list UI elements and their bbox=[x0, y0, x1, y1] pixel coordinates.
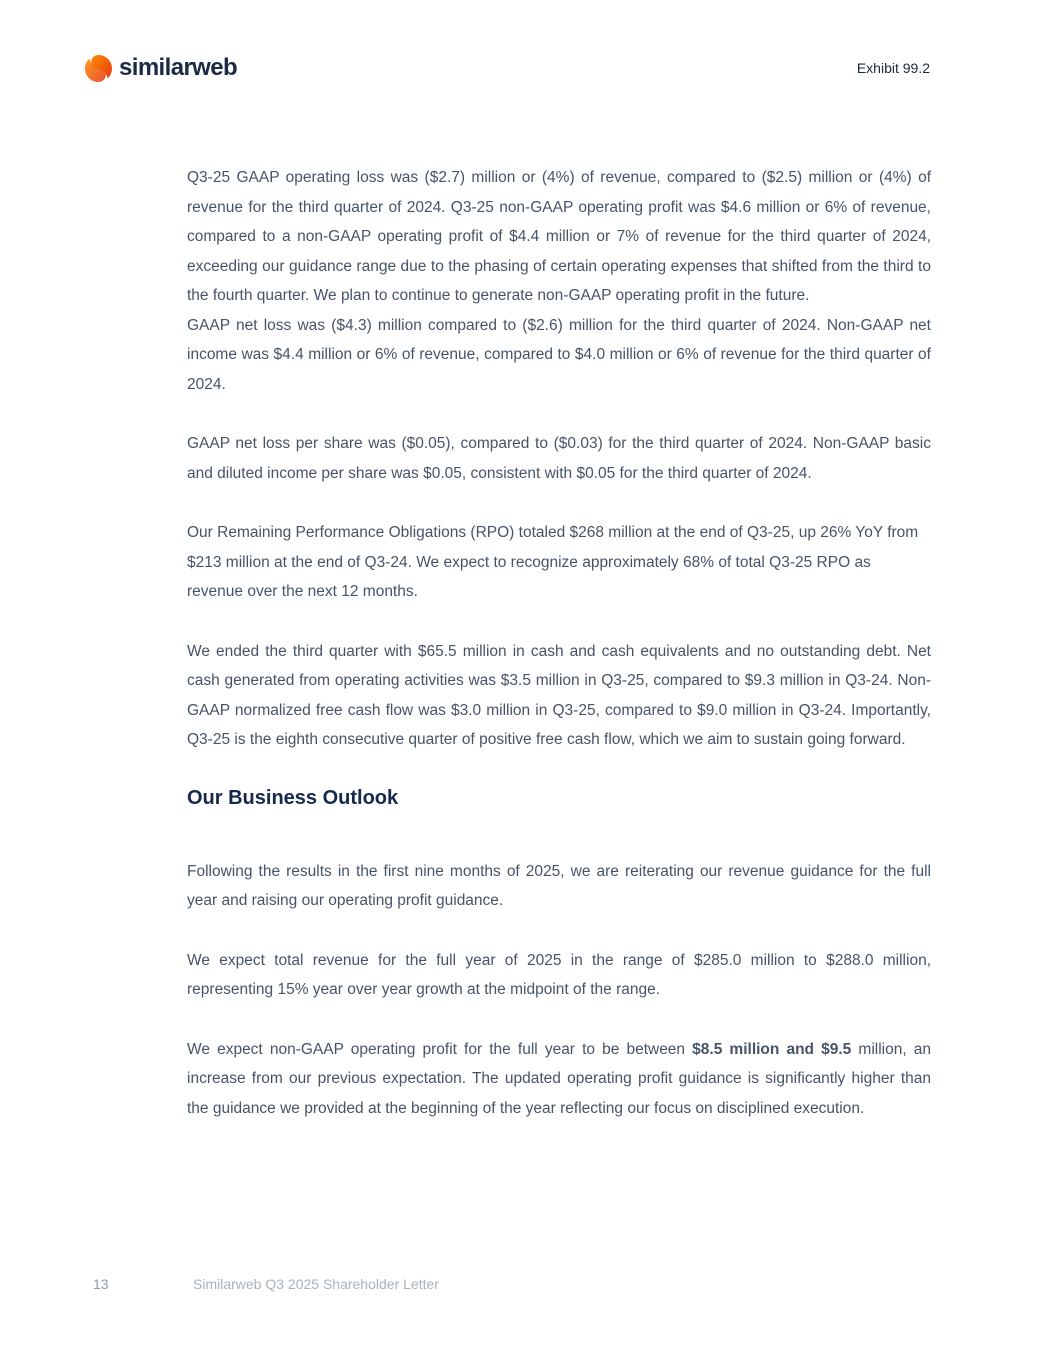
page-number: 13 bbox=[93, 1276, 109, 1292]
similarweb-logo-icon bbox=[85, 55, 112, 82]
similarweb-logo-text: similarweb bbox=[119, 54, 238, 81]
paragraph-operating-profit-guidance bbox=[187, 1035, 931, 1124]
footer-document-title: Similarweb Q3 2025 Shareholder Letter bbox=[193, 1276, 439, 1292]
paragraph-operating-results: Q3-25 GAAP operating loss was ($2.7) million or (4%) of revenue, compared to ($2.5) million or (4%) of revenue for the third quarter of 2024. Q3-25 non-GAAP operating profit was $4.6 million or 6% of revenue, compared to a non-GAAP operating profit of $4.4 million or 7% of revenue for the third quarter of 2024, exceeding our guidance range due to the phasing of certain operating expenses that shifted from the third to the fourth quarter. We plan to continue to generate non-GAAP operating profit in the future. bbox=[187, 169, 931, 304]
paragraph-cash: We ended the third quarter with $65.5 million in cash and cash equivalents and no outstanding debt. Net cash generated from operating activities was $3.5 million in Q3-25, compared to $9.3 million in Q3-24. Non-GAAP normalized free cash flow was $3.0 million in Q3-25, compared to $9.0 million in Q3-24. Importantly, Q3-25 is the eighth consecutive quarter of positive free cash flow, which we aim to sustain going forward. bbox=[187, 642, 931, 748]
guidance-range-bold: $8.5 million and $9.5 bbox=[692, 1040, 852, 1058]
letter-body bbox=[187, 163, 931, 1153]
paragraph-net-loss: GAAP net loss was ($4.3) million compared to ($2.6) million for the third quarter of 2024. Non-GAAP net income was $4.4 million or 6% of revenue, compared to $4.0 million or 6% of revenue for the third quarter of 2024. bbox=[187, 316, 931, 393]
page-header bbox=[85, 54, 930, 82]
paragraph-outlook-intro: Following the results in the first nine months of 2025, we are reiterating our revenue guidance for the full year and raising our operating profit guidance. bbox=[187, 862, 931, 909]
page-footer bbox=[0, 1276, 1055, 1300]
guidance-text-before: We expect non-GAAP operating profit for the full year to be between bbox=[187, 1040, 693, 1058]
paragraph-per-share: GAAP net loss per share was ($0.05), compared to ($0.03) for the third quarter of 2024. Non-GAAP basic and diluted income per share was $0.05, consistent with $0.05 for the third quarter of 2024. bbox=[187, 435, 931, 482]
paragraph-rpo: Our Remaining Performance Obligations (RPO) totaled $268 million at the end of Q3-25, up 26% YoY from $213 million at the end of Q3-24. We expect to recognize approximately 68% of total Q3-25 RPO as revenue over the next 12 months. bbox=[187, 524, 919, 600]
guidance-text-after: million, an increase from our previous expectation. The updated operating profit guidance is significantly higher than the guidance we provided at the beginning of the year reflecting our focus on disciplined execution. bbox=[187, 1040, 931, 1117]
paragraph-revenue-guidance: We expect total revenue for the full year of 2025 in the range of $285.0 million to $288.0 million, representing 15% year over year growth at the midpoint of the range. bbox=[187, 951, 931, 998]
similarweb-logo bbox=[85, 54, 237, 82]
exhibit-label: Exhibit 99.2 bbox=[856, 60, 930, 76]
section-heading-business-outlook: Our Business Outlook bbox=[187, 786, 399, 809]
